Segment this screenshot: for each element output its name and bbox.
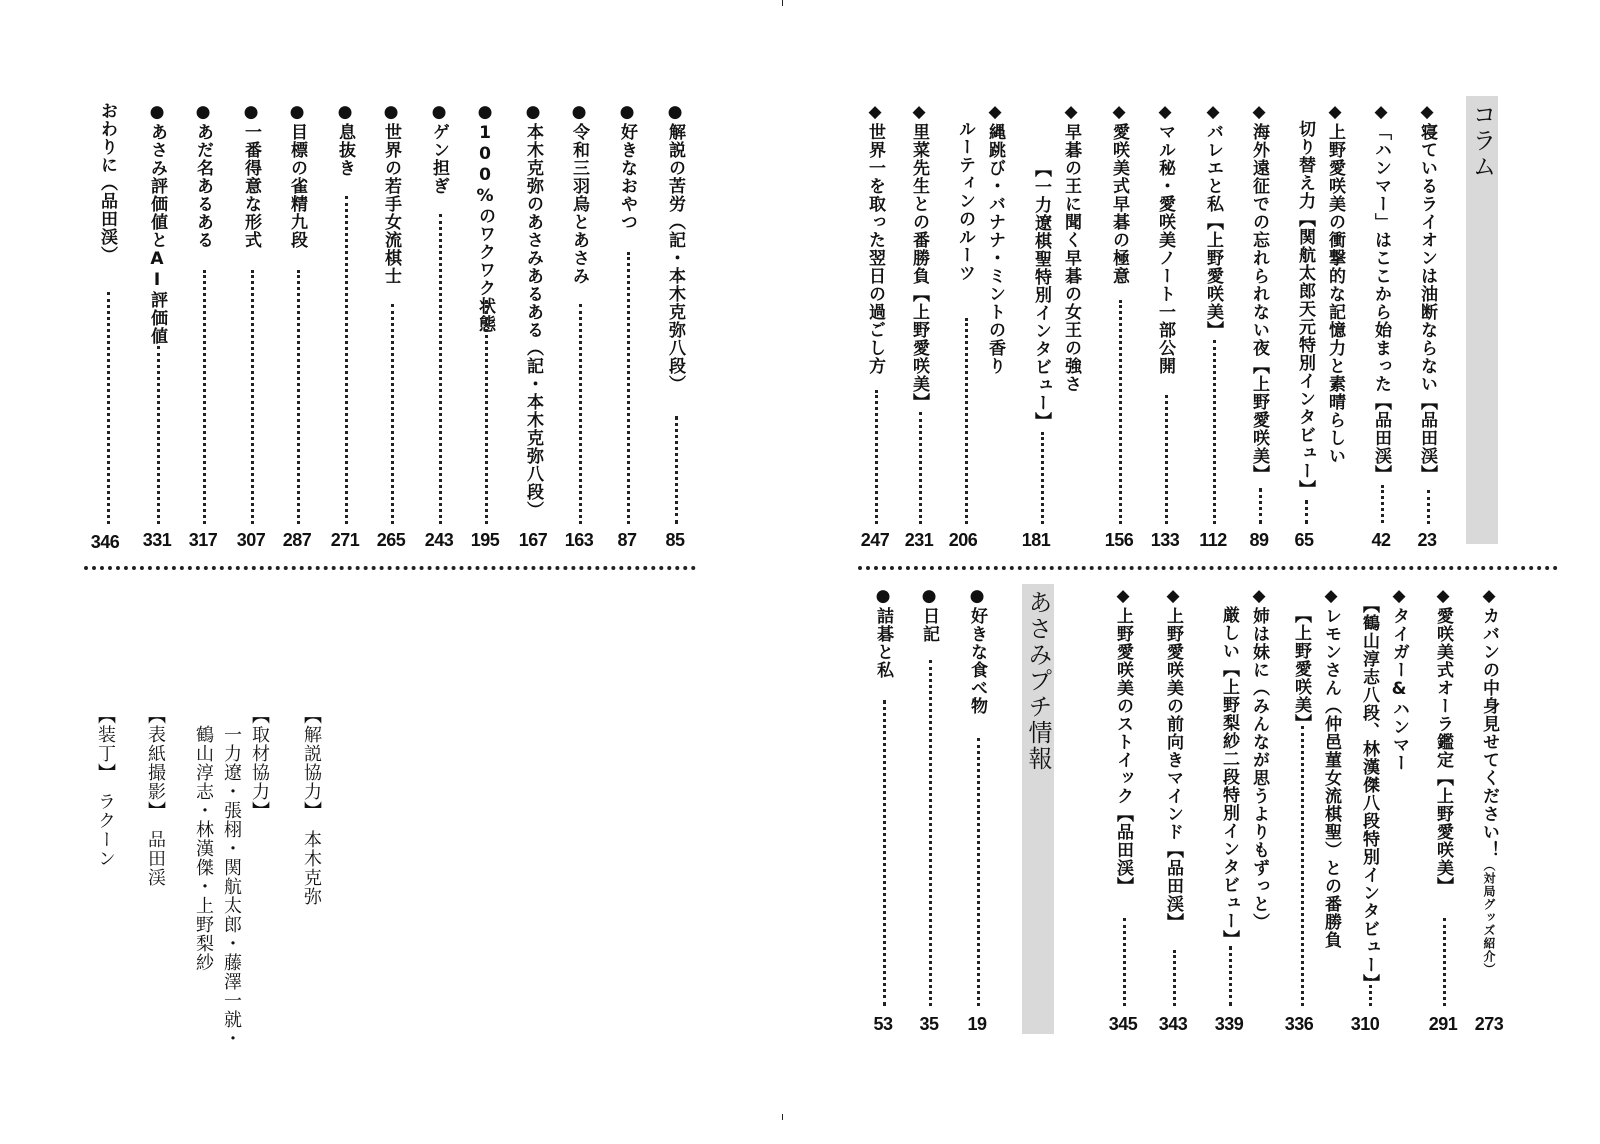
credit-line: 【解説協力】 本木克弥 bbox=[301, 706, 322, 906]
toc-entry-title-main: ◆カバンの中身見せてください！ bbox=[1479, 586, 1499, 859]
toc-page-number: 85 bbox=[665, 530, 685, 550]
leader-dots bbox=[579, 304, 582, 524]
leader-dots bbox=[391, 304, 394, 524]
toc-entry-title[interactable] bbox=[1474, 586, 1504, 976]
leader-dots bbox=[251, 270, 254, 524]
toc-page-number: 195 bbox=[470, 530, 500, 550]
toc-entry-title[interactable]: ●あだ名あるある bbox=[193, 102, 213, 249]
toc-page-number: 243 bbox=[424, 530, 454, 550]
toc-page-number: 343 bbox=[1158, 1014, 1188, 1034]
toc-entry-title[interactable]: ◆早碁の王に聞く早碁の女王の強さ bbox=[1061, 102, 1081, 393]
puchi-heading: あさみプチ情報 bbox=[1022, 584, 1054, 1034]
toc-entry-title[interactable]: ◆上野愛咲美の衝撃的な記憶力と素晴らしい bbox=[1325, 102, 1345, 465]
crop-mark-bottom bbox=[782, 1114, 783, 1120]
leader-dots bbox=[1427, 490, 1430, 524]
toc-entry-title-cont[interactable]: 切り替え力【関航太郎天元特別インタビュー】 bbox=[1295, 120, 1315, 498]
toc-entry-title[interactable]: ●目標の雀精九段 bbox=[287, 102, 307, 249]
leader-dots bbox=[1369, 978, 1372, 1006]
toc-entry-title[interactable]: ●日記 bbox=[919, 586, 939, 643]
toc-page-number: 167 bbox=[518, 530, 548, 550]
credit-line: 【表紙撮影】 品田渓 bbox=[145, 706, 166, 887]
toc-entry-title-cont[interactable]: ルーティンのルーツ bbox=[955, 120, 975, 282]
toc-page-number: 287 bbox=[282, 530, 312, 550]
leader-dots bbox=[1123, 918, 1126, 1006]
toc-entry-title[interactable]: ◆縄跳び・バナナ・ミントの香り bbox=[985, 102, 1005, 375]
toc-page-number: 345 bbox=[1108, 1014, 1138, 1034]
toc-page-number: 19 bbox=[967, 1014, 987, 1034]
leader-dots bbox=[875, 390, 878, 524]
leader-dots bbox=[1305, 500, 1308, 524]
credit-line: 鶴山淳志・林漢傑・上野梨紗 bbox=[193, 706, 214, 972]
toc-page-number: 317 bbox=[188, 530, 218, 550]
toc-page-number: 163 bbox=[564, 530, 594, 550]
toc-entry-title[interactable]: ●ゲン担ぎ bbox=[429, 102, 449, 195]
toc-entry-title[interactable]: ◆上野愛咲美の前向きマインド【品田渓】 bbox=[1163, 586, 1183, 931]
toc-page-number: 331 bbox=[142, 530, 172, 550]
leader-dots bbox=[883, 700, 886, 1006]
toc-page-number: 206 bbox=[948, 530, 978, 550]
toc-page-number: 346 bbox=[90, 532, 120, 552]
leader-dots bbox=[107, 292, 110, 524]
toc-entry-title[interactable]: ◆姉は妹に（みんなが思うよりもずっと） bbox=[1249, 586, 1269, 931]
toc-page-number: 87 bbox=[617, 530, 637, 550]
leader-dots bbox=[297, 270, 300, 524]
toc-page-number: 181 bbox=[1021, 530, 1051, 550]
toc-entry-title[interactable]: ●令和三羽烏とあさみ bbox=[569, 102, 589, 285]
toc-entry-title-cont[interactable]: 厳しい【上野梨紗二段特別インタビュー】 bbox=[1219, 606, 1239, 948]
toc-entry-title[interactable]: ◆里菜先生との番勝負【上野愛咲美】 bbox=[909, 102, 929, 411]
leader-dots bbox=[157, 346, 160, 524]
crop-mark-top bbox=[782, 0, 783, 6]
toc-entry-title[interactable]: ●好きな食べ物 bbox=[967, 586, 987, 715]
toc-entry-title-cont[interactable]: 【上野愛咲美】 bbox=[1291, 606, 1311, 732]
section-divider bbox=[858, 566, 1558, 570]
toc-page-number: 35 bbox=[919, 1014, 939, 1034]
toc-page-number: 247 bbox=[860, 530, 890, 550]
toc-entry-title[interactable]: ◆バレエと私【上野愛咲美】 bbox=[1203, 102, 1223, 339]
toc-entry-title[interactable]: ◆寝ているライオンは油断ならない【品田渓】 bbox=[1417, 102, 1437, 483]
leader-dots bbox=[965, 318, 968, 524]
leader-dots bbox=[929, 660, 932, 1006]
toc-entry-title[interactable]: ●息抜き bbox=[335, 102, 355, 177]
leader-dots bbox=[1259, 488, 1262, 524]
toc-page-number: 89 bbox=[1249, 530, 1269, 550]
toc-page-number: 231 bbox=[904, 530, 934, 550]
leader-dots bbox=[1381, 485, 1384, 523]
leader-dots bbox=[1443, 918, 1446, 1006]
credit-line: 一力遼・張栩・関航太郎・藤澤一就・ bbox=[221, 706, 242, 1048]
toc-page-number: 23 bbox=[1417, 530, 1437, 550]
toc-page-number: 273 bbox=[1474, 1014, 1504, 1034]
toc-entry-title[interactable]: ●あさみ評価値とAI評価値 bbox=[147, 102, 167, 345]
toc-entry-title[interactable]: ●世界の若手女流棋士 bbox=[381, 102, 401, 285]
toc-page-number: 42 bbox=[1371, 530, 1391, 550]
column-heading: コラム bbox=[1466, 96, 1498, 544]
toc-entry-title[interactable]: ◆上野愛咲美のストイック【品田渓】 bbox=[1113, 586, 1133, 895]
toc-entry-title[interactable]: ●100%のワクワク状態 bbox=[475, 102, 495, 333]
toc-page-number: 339 bbox=[1214, 1014, 1244, 1034]
leader-dots bbox=[919, 412, 922, 524]
section-divider bbox=[84, 566, 696, 570]
leader-dots bbox=[627, 252, 630, 524]
credit-line: 【取材協力】 bbox=[249, 706, 270, 820]
toc-entry-title[interactable]: おわりに（品田渓） bbox=[97, 102, 117, 264]
toc-entry-title[interactable]: ◆愛咲美式オーラ鑑定【上野愛咲美】 bbox=[1433, 586, 1453, 895]
leader-dots bbox=[1301, 726, 1304, 1006]
toc-entry-title[interactable]: ●本木克弥のあさみあるある（記・本木克弥八段） bbox=[523, 102, 543, 519]
toc-entry-title[interactable]: ◆マル秘・愛咲美ノート一部公開 bbox=[1155, 102, 1175, 375]
toc-page-number: 271 bbox=[330, 530, 360, 550]
toc-page-number: 291 bbox=[1428, 1014, 1458, 1034]
leader-dots bbox=[1041, 432, 1044, 524]
leader-dots bbox=[1229, 946, 1232, 1006]
toc-entry-title-note: （対局グッズ紹介） bbox=[1482, 859, 1496, 976]
leader-dots bbox=[1119, 300, 1122, 524]
toc-entry-title[interactable]: ◆レモンさん（仲邑菫女流棋聖）との番勝負 bbox=[1321, 586, 1341, 949]
toc-page-number: 53 bbox=[873, 1014, 893, 1034]
toc-page-number: 65 bbox=[1294, 530, 1314, 550]
leader-dots bbox=[977, 738, 980, 1006]
toc-page-number: 133 bbox=[1150, 530, 1180, 550]
toc-page-number: 265 bbox=[376, 530, 406, 550]
toc-entry-title-cont[interactable]: 【鶴山淳志八段、林漢傑八段特別インタビュー】 bbox=[1359, 596, 1379, 992]
leader-dots bbox=[1213, 340, 1216, 524]
leader-dots bbox=[675, 416, 678, 524]
leader-dots bbox=[1173, 950, 1176, 1006]
toc-entry-title[interactable]: ◆愛咲美式早碁の極意 bbox=[1109, 102, 1129, 285]
toc-entry-title[interactable]: ◆世界一を取った翌日の過ごし方 bbox=[865, 102, 885, 375]
toc-entry-title[interactable]: ●詰碁と私 bbox=[873, 586, 893, 679]
leader-dots bbox=[485, 300, 488, 524]
toc-entry-title[interactable]: ◆タイガー&ハンマー bbox=[1389, 586, 1409, 772]
toc-page-number: 112 bbox=[1199, 530, 1227, 550]
leader-dots bbox=[203, 270, 206, 524]
toc-page-number: 336 bbox=[1284, 1014, 1314, 1034]
toc-entry-title[interactable]: ●好きなおやつ bbox=[617, 102, 637, 231]
credit-line: 【装丁】 ラクーン bbox=[95, 706, 116, 868]
toc-entry-title[interactable]: ◆「ハンマー」はここから始まった【品田渓】 bbox=[1371, 102, 1391, 483]
toc-page-number: 156 bbox=[1104, 530, 1134, 550]
leader-dots bbox=[1165, 395, 1168, 524]
leader-dots bbox=[345, 196, 348, 524]
right-page bbox=[800, 0, 1600, 1144]
leader-dots bbox=[439, 214, 442, 524]
toc-entry-title[interactable]: ●一番得意な形式 bbox=[241, 102, 261, 249]
toc-page-number: 307 bbox=[236, 530, 266, 550]
toc-page-number: 310 bbox=[1350, 1014, 1380, 1034]
toc-entry-title[interactable]: ●解説の苦労（記・本木克弥八段） bbox=[665, 102, 685, 393]
toc-entry-title[interactable]: ◆海外遠征での忘れられない夜【上野愛咲美】 bbox=[1249, 102, 1269, 483]
toc-entry-title-cont[interactable]: 【一力遼棋聖特別インタビュー】 bbox=[1031, 160, 1051, 430]
